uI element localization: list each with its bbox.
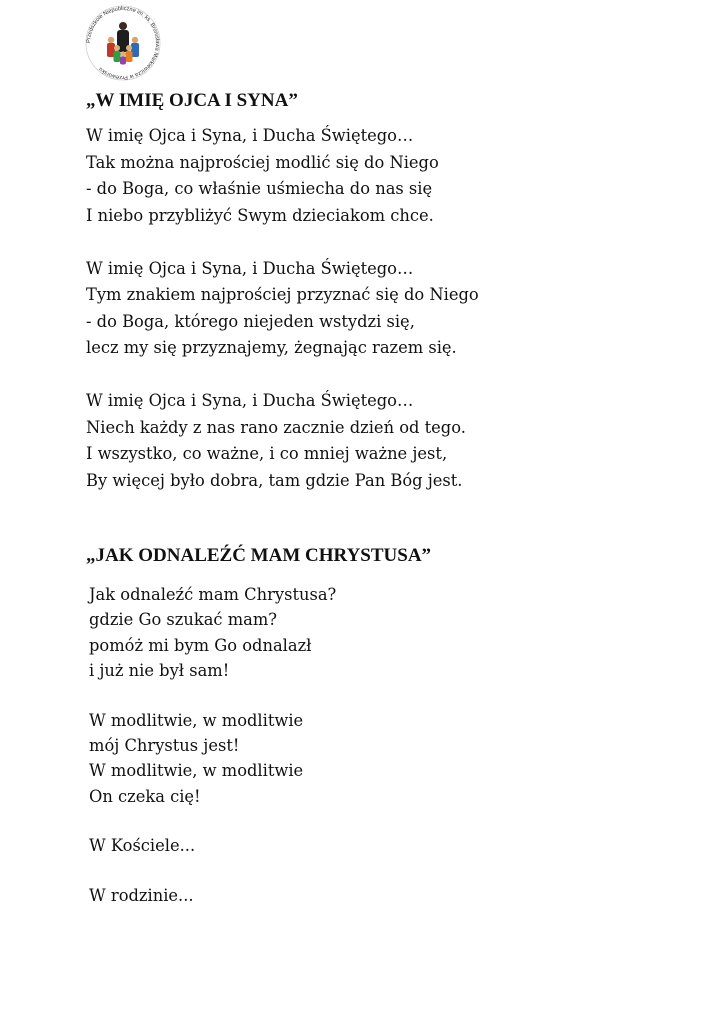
lyric-line: Jak odnaleźć mam Chrystusa? xyxy=(89,585,337,604)
lyric-line: W modlitwie, w modlitwie xyxy=(89,710,304,730)
lyric-line: W modlitwie, w modlitwie xyxy=(89,761,304,781)
lyric-line: gdzie Go szukać mam? xyxy=(89,610,278,630)
lyric-line: I wszystko, co ważne, i co mniej ważne jest, xyxy=(86,444,448,463)
lyric-line: W imię Ojca i Syna, i Ducha Świętego… xyxy=(86,258,414,278)
song1-stanza-1 xyxy=(86,123,479,229)
lyric-line: By więcej było dobra, tam gdzie Pan Bóg jest. xyxy=(86,470,463,490)
song2-stanza-4 xyxy=(89,883,336,908)
lyric-line: Tym znakiem najprościej przyznać się do Niego xyxy=(86,285,479,304)
song2-stanza-3 xyxy=(89,833,336,858)
lyric-line: pomóż mi bym Go odnalazł xyxy=(89,635,312,655)
lyric-line: W imię Ojca i Syna, i Ducha Świętego… xyxy=(86,126,414,145)
lyric-line: W Kościele... xyxy=(89,836,196,856)
lyric-line: - do Boga, co właśnie uśmiecha do nas się xyxy=(86,179,433,198)
lyric-line: W rodzinie... xyxy=(89,886,194,906)
lyric-line: W imię Ojca i Syna, i Ducha Świętego… xyxy=(86,391,414,410)
lyric-line: lecz my się przyznajemy, żegnając razem się. xyxy=(86,338,457,357)
song2-stanza-1 xyxy=(89,582,336,683)
logo-text: Przedszkole Niepubliczne im. ks. Bronisława Markiewicza w Przeworsku xyxy=(85,5,161,81)
lyric-line: Niech każdy z nas rano zacznie dzień od tego. xyxy=(86,417,466,437)
lyric-line: On czeka cię! xyxy=(89,786,201,806)
kindergarten-logo xyxy=(84,4,162,82)
song1-title: „W IMIĘ OJCA I SYNA” xyxy=(86,90,298,111)
lyric-line: Tak można najprościej modlić się do Niego xyxy=(86,152,439,172)
lyric-line: - do Boga, którego niejeden wstydzi się, xyxy=(86,311,415,331)
lyric-line: mój Chrystus jest! xyxy=(89,735,240,755)
song1-lyrics xyxy=(86,123,479,521)
song2-title: „JAK ODNALEŹĆ MAM CHRYSTUSA” xyxy=(86,545,432,566)
song1-stanza-2 xyxy=(86,256,479,362)
lyric-line: I niebo przybliżyć Swym dzieciakom chce. xyxy=(86,205,434,225)
song2-lyrics xyxy=(89,582,336,933)
song2-stanza-2 xyxy=(89,708,336,809)
lyric-line: i już nie był sam! xyxy=(89,660,230,680)
song1-stanza-3 xyxy=(86,388,479,494)
